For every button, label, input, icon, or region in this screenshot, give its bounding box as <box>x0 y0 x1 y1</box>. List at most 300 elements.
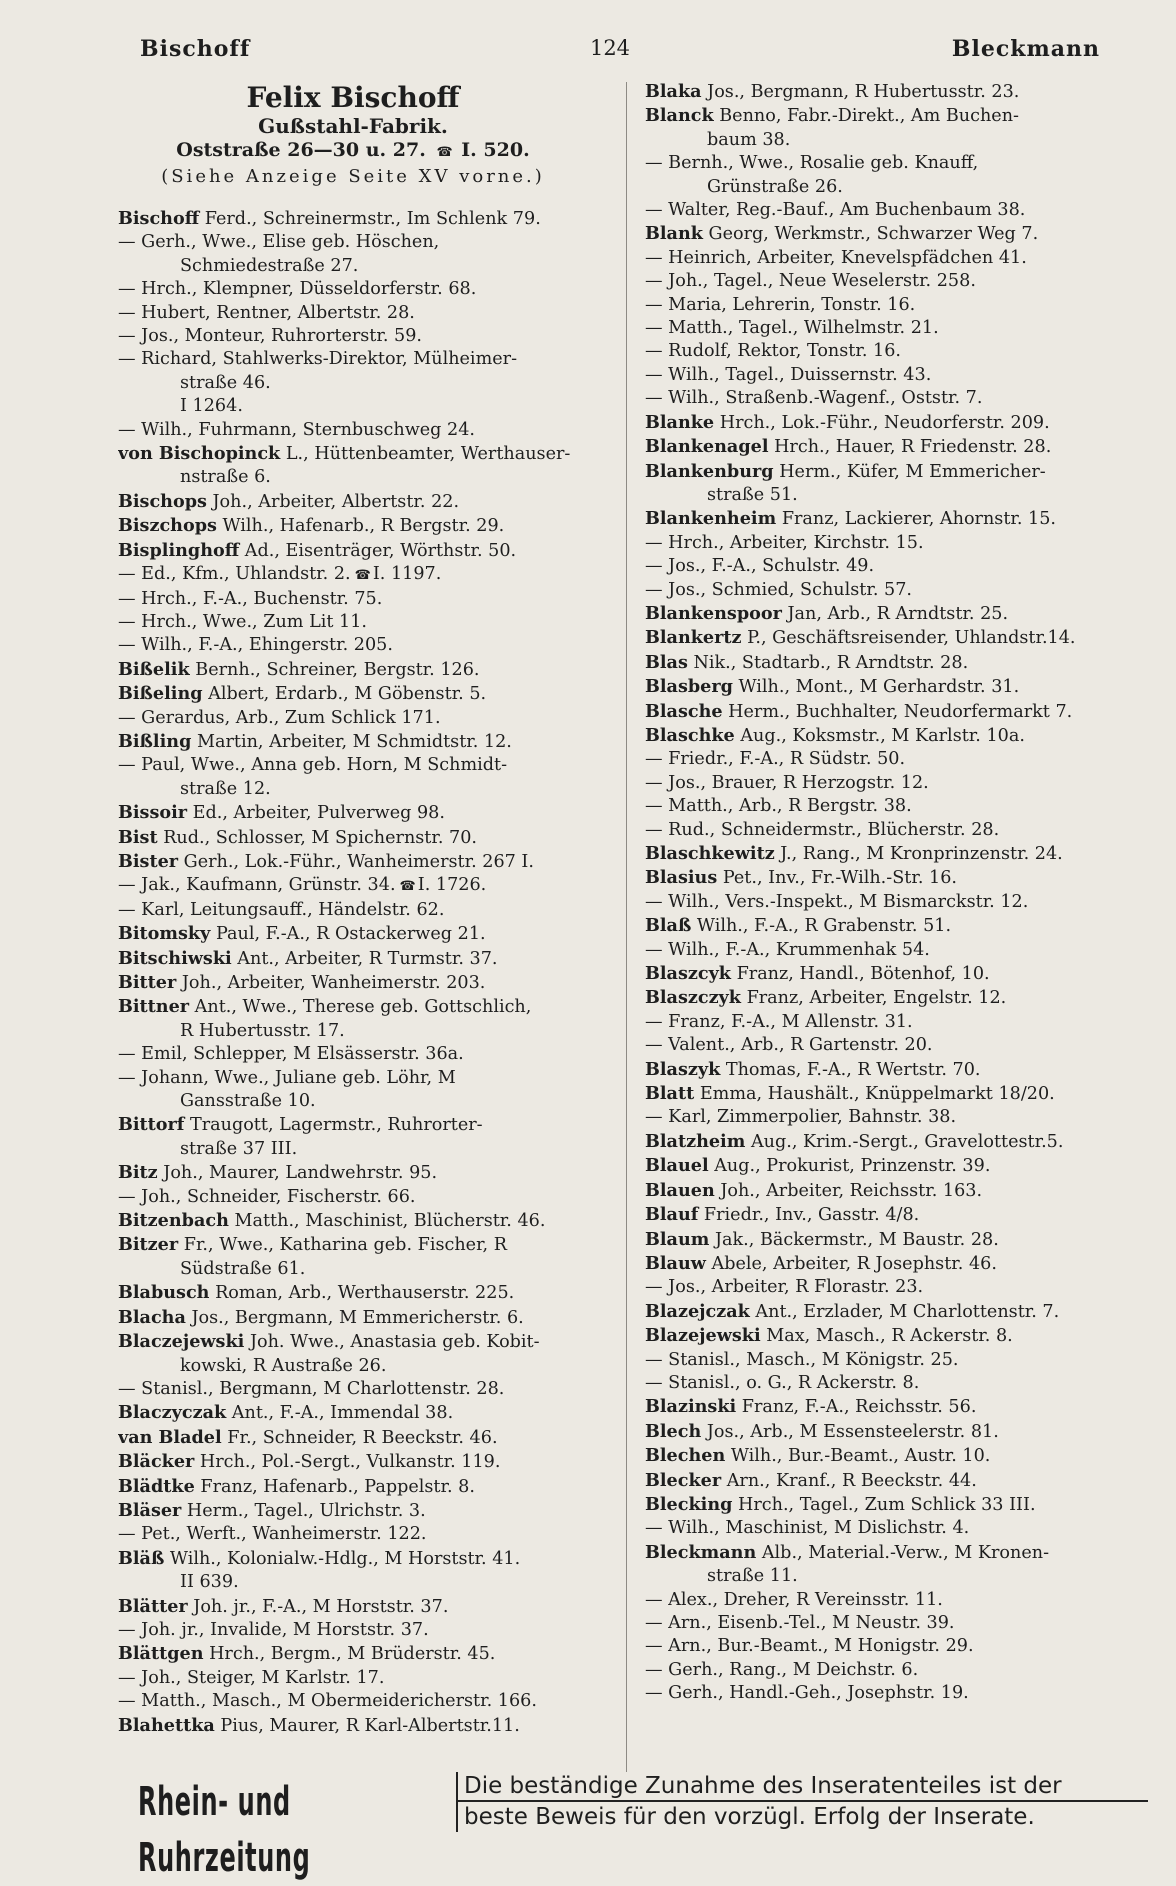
directory-entry <box>118 325 623 348</box>
directory-entry <box>645 555 1155 578</box>
directory-entry <box>118 947 623 971</box>
directory-entry <box>645 460 1155 484</box>
entry-continuation: Grünstraße 26. <box>707 176 843 197</box>
entry-details: J., Rang., M Kronprinzenstr. 24. <box>780 844 1063 864</box>
entry-name: — Hrch., <box>118 279 198 300</box>
running-head-right: Bleckmann <box>951 36 1100 62</box>
newspaper-name: Rhein- und Ruhrzeitung <box>138 1779 311 1881</box>
running-head-left: Bischoff <box>140 36 251 62</box>
entry-details: Masch., M Obermeidericherstr. 166. <box>211 1691 537 1712</box>
directory-entry <box>118 1043 623 1066</box>
entry-continuation: kowski, R Austraße 26. <box>180 1355 387 1376</box>
entry-name: — Joh., <box>645 271 709 292</box>
directory-entry <box>645 1659 1155 1682</box>
entry-details: Masch., M Königstr. 25. <box>746 1349 959 1370</box>
entry-name: — Jos., <box>645 772 707 793</box>
directory-entry <box>118 1233 623 1257</box>
ad-text-line-2: beste Beweis für den vorzügl. Erfolg der Inserate. <box>464 1804 1035 1830</box>
left-entry-list <box>118 207 623 1738</box>
directory-entry <box>645 1493 1155 1517</box>
directory-entry <box>118 971 623 995</box>
entry-details: Wwe., Rosalie geb. Knauff, <box>739 153 979 174</box>
entry-details: Wilh., Mont., M Gerhardstr. 31. <box>738 677 1020 698</box>
entry-details: Steiger, M Karlstr. 17. <box>186 1667 385 1688</box>
entry-details: Fr., Schneider, R Beeckstr. 46. <box>227 1427 498 1448</box>
directory-entry <box>645 1034 1155 1057</box>
entry-details: Maschinist, M Dislichstr. 4. <box>725 1518 970 1539</box>
directory-entry <box>118 682 623 706</box>
entry-name: Bist <box>118 826 158 848</box>
entry-name: Bitz <box>118 1162 158 1184</box>
entry-details: Lehrerin, Tonstr. 16. <box>732 294 916 315</box>
entry-name: Bleckmann <box>645 1541 757 1563</box>
directory-entry <box>645 1444 1155 1468</box>
entry-details: Arb., R Bergstr. 38. <box>738 796 912 817</box>
entry-name: — Bernh., <box>645 153 734 174</box>
entry-details: Stahlwerks-Direktor, Mülheimer- <box>222 349 518 370</box>
entry-details: Matth., Maschinist, Blücherstr. 46. <box>234 1211 546 1232</box>
entry-details: Wwe., Juliane geb. Löhr, M <box>214 1067 456 1088</box>
entry-name: Blankenspoor <box>645 602 782 624</box>
directory-entry <box>118 730 623 754</box>
entry-details: Leitungsauff., Händelstr. 62. <box>190 899 445 920</box>
directory-entry <box>118 1161 623 1185</box>
entry-continuation: Gansstraße 10. <box>180 1091 316 1112</box>
directory-entry <box>645 1420 1155 1444</box>
entry-details: Herm., Küfer, M Emmericher- <box>779 461 1046 482</box>
right-entry-list <box>645 80 1155 1706</box>
directory-entry <box>118 754 623 777</box>
entry-name: — Richard, <box>118 349 217 370</box>
entry-name: Bißelik <box>118 658 190 680</box>
entry-name: Blätter <box>118 1595 188 1617</box>
entry-name: Blacha <box>118 1306 186 1328</box>
entry-name: Blasius <box>645 867 718 889</box>
directory-entry <box>118 1281 623 1305</box>
directory-entry <box>645 1589 1155 1612</box>
directory-entry <box>645 579 1155 602</box>
firm-advertisement <box>118 82 588 189</box>
directory-entry <box>118 1306 623 1330</box>
directory-entry <box>645 748 1155 771</box>
left-column <box>118 80 623 1738</box>
entry-details: F.-A., Buchenstr. 75. <box>202 588 383 609</box>
directory-entry <box>645 247 1155 270</box>
entry-details: Traugott, Lagermstr., Ruhrorter- <box>189 1115 483 1136</box>
entry-phone: I. 1197. <box>372 564 442 585</box>
entry-details: Ant., F.-A., Immendal 38. <box>231 1403 454 1424</box>
entry-name: — Wilh., <box>645 939 720 960</box>
entry-name: Blech <box>645 1420 702 1442</box>
entry-details: o. G., R Ackerstr. 8. <box>746 1372 920 1393</box>
entry-details: Arbeiter, Knevelspfädchen 41. <box>757 247 1027 268</box>
entry-name: Blasberg <box>645 676 733 698</box>
directory-entry <box>645 199 1155 222</box>
entry-name: Blaszcyk <box>645 963 731 985</box>
entry-name: van Bladel <box>118 1426 222 1448</box>
entry-name: — Franz, <box>645 1011 726 1032</box>
entry-details: L., Hüttenbeamter, Werthauser- <box>285 444 571 465</box>
directory-entry <box>118 634 623 657</box>
entry-continuation: II 639. <box>180 1572 239 1593</box>
entry-details: Ant., Erzlader, M Charlottenstr. 7. <box>755 1301 1060 1322</box>
entry-name: — Joh., <box>118 1667 182 1688</box>
entry-name: — Wilh., <box>645 364 720 385</box>
entry-name: — Hrch., <box>118 611 198 632</box>
entry-name: Biszchops <box>118 515 217 537</box>
directory-entry <box>645 435 1155 459</box>
entry-details: Monteur, Ruhrorterstr. 59. <box>184 326 423 347</box>
directory-entry <box>645 1635 1155 1658</box>
entry-name: — Gerardus, <box>118 707 231 728</box>
entry-continuation: straße 37 III. <box>180 1138 298 1159</box>
entry-name: Blädtke <box>118 1475 195 1497</box>
directory-entry <box>118 1595 623 1619</box>
directory-entry <box>645 104 1155 128</box>
directory-entry <box>645 1203 1155 1227</box>
entry-details: Wilh., Bur.-Beamt., Austr. 10. <box>730 1446 991 1467</box>
entry-name: — Jos., <box>118 326 180 347</box>
entry-name: — Karl, <box>645 1107 712 1128</box>
firm-address <box>118 138 588 165</box>
right-column <box>645 80 1155 1706</box>
entry-name: Blaschke <box>645 724 735 746</box>
entry-name: — Joh., <box>118 1186 182 1207</box>
entry-details: Arb., Zum Schlick 171. <box>235 707 441 728</box>
directory-entry <box>118 490 623 514</box>
entry-details: Hrch., Lok.-Führ., Neudorferstr. 209. <box>719 412 1050 433</box>
entry-continuation: straße 11. <box>707 1566 798 1587</box>
directory-entry <box>118 1642 623 1666</box>
directory-entry <box>118 995 623 1019</box>
entry-continuation: I 1264. <box>180 396 243 417</box>
directory-entry <box>118 826 623 850</box>
entry-details: Gerh., Lok.-Führ., Wanheimerstr. 267 I. <box>183 851 534 872</box>
entry-details: Eisenb.-Tel., M Neustr. 39. <box>717 1613 955 1633</box>
entry-continuation: straße 12. <box>180 778 271 799</box>
entry-details: Franz, Handl., Bötenhof, 10. <box>736 964 990 985</box>
ad-divider-vertical <box>456 1772 458 1832</box>
entry-name: — Stanisl., <box>645 1372 741 1393</box>
entry-details: Straßenb.-Wagenf., Oststr. 7. <box>725 388 983 409</box>
entry-details: Hrch., Tagel., Zum Schlick 33 III. <box>738 1494 1036 1515</box>
entry-details: Wilh., F.-A., R Grabenstr. 51. <box>696 916 952 937</box>
page-number: 124 <box>589 36 631 60</box>
entry-name: — Jak., <box>118 875 181 896</box>
entry-name: Bister <box>118 850 179 872</box>
entry-details: Reg.-Bauf., Am Buchenbaum 38. <box>736 200 1026 221</box>
page-header <box>110 30 1110 70</box>
entry-name: Bläser <box>118 1499 182 1521</box>
directory-entry <box>645 1395 1155 1419</box>
directory-entry <box>118 1450 623 1474</box>
entry-details: Dreher, R Vereinsstr. 11. <box>723 1589 943 1610</box>
directory-entry <box>645 1082 1155 1106</box>
entry-name: — Gerh., <box>645 1683 724 1704</box>
entry-details: Roman, Arb., Werthauserstr. 225. <box>215 1283 515 1304</box>
entry-details: Jak., Bäckermstr., M Baustr. 28. <box>714 1229 999 1250</box>
entry-details: Abele, Arbeiter, R Josephstr. 46. <box>711 1253 997 1274</box>
directory-entry <box>645 866 1155 890</box>
directory-entry <box>645 962 1155 986</box>
entry-name: Blättgen <box>118 1643 204 1665</box>
firm-subtitle: Gußstahl-Fabrik. <box>258 114 448 138</box>
entry-name: Blankertz <box>645 627 742 649</box>
entry-details: Jan, Arb., R Arndtstr. 25. <box>787 603 1009 624</box>
entry-details: F.-A., Schulstr. 49. <box>711 556 875 577</box>
firm-street: Oststraße 26—30 u. 27. <box>176 139 426 161</box>
directory-entry <box>645 1300 1155 1324</box>
entry-name: Bittner <box>118 996 190 1018</box>
entry-details: Hrch., Pol.-Sergt., Vulkanstr. 119. <box>199 1452 501 1473</box>
entry-name: — Wilh., <box>645 891 720 912</box>
entry-name: — Pet., <box>118 1524 181 1545</box>
directory-entry <box>118 278 623 301</box>
entry-details: F.-A., Krummenhak 54. <box>725 939 930 960</box>
entry-continuation: R Hubertusstr. 17. <box>180 1020 345 1041</box>
entry-name: — Wilh., <box>645 388 720 409</box>
entry-name: Bläcker <box>118 1451 195 1473</box>
directory-entry <box>645 795 1155 818</box>
entry-name: Blaczejewski <box>118 1331 245 1353</box>
entry-details: F.-A., M Allenstr. 31. <box>731 1011 913 1032</box>
entry-details: Nik., Stadtarb., R Arndtstr. 28. <box>693 652 969 673</box>
entry-name: Bisplinghoff <box>118 539 240 561</box>
directory-entry <box>118 707 623 730</box>
entry-name: — Arn., <box>645 1636 712 1657</box>
entry-details: Martin, Arbeiter, M Schmidtstr. 12. <box>196 731 512 752</box>
directory-entry <box>645 651 1155 675</box>
entry-details: Joh. jr., F.-A., M Horststr. 37. <box>193 1596 449 1617</box>
entry-details: Bur.-Beamt., M Honigstr. 29. <box>717 1636 974 1657</box>
entry-details: Rektor, Tonstr. 16. <box>737 341 902 362</box>
entry-name: — Hrch., <box>645 532 725 553</box>
directory-entry <box>645 364 1155 387</box>
entry-details: Georg, Werkmstr., Schwarzer Weg 7. <box>708 224 1039 245</box>
entry-details: Rang., M Deichstr. 6. <box>729 1659 919 1680</box>
entry-name: Blankenheim <box>645 508 777 530</box>
directory-entry <box>645 1372 1155 1395</box>
entry-details: Ed., Arbeiter, Pulverweg 98. <box>192 803 445 824</box>
entry-continuation: straße 46. <box>180 372 271 393</box>
entry-details: Franz, Arbeiter, Engelstr. 12. <box>746 988 1007 1009</box>
entry-name: Blazinski <box>645 1396 737 1418</box>
directory-entry <box>118 1330 623 1354</box>
entry-name: Blaum <box>645 1228 710 1250</box>
directory-entry <box>118 922 623 946</box>
entry-details: Ferd., Schreinermstr., Im Schlenk 79. <box>204 209 541 229</box>
entry-name: — Maria, <box>645 294 727 315</box>
entry-details: Hrch., Bergm., M Brüderstr. 45. <box>209 1644 496 1665</box>
ad-divider-horizontal <box>458 1800 1148 1802</box>
directory-entry <box>645 1228 1155 1252</box>
directory-entry <box>645 1541 1155 1565</box>
entry-details: Thomas, F.-A., R Wertstr. 70. <box>725 1059 981 1080</box>
entry-details: Klempner, Düsseldorferstr. 68. <box>202 279 477 300</box>
directory-entry <box>118 1619 623 1642</box>
entry-name: Blaka <box>645 81 702 102</box>
directory-entry <box>118 231 623 254</box>
entry-details: Rud., Schlosser, M Spichernstr. 70. <box>163 827 478 848</box>
entry-details: Arn., Kranf., R Beeckstr. 44. <box>726 1470 977 1491</box>
entry-details: Zimmerpolier, Bahnstr. 38. <box>717 1107 957 1128</box>
entry-details: Schneider, Fischerstr. 66. <box>186 1186 416 1207</box>
entry-name: Blas <box>645 651 688 673</box>
entry-details: Rentner, Albertstr. 28. <box>216 302 415 323</box>
directory-entry <box>645 1011 1155 1034</box>
entry-name: Blauen <box>645 1179 715 1201</box>
entry-details: Wwe., Anna geb. Horn, M Schmidt- <box>190 755 508 776</box>
entry-name: — Matth., <box>645 796 734 817</box>
entry-name: — Jos., <box>645 556 707 577</box>
entry-name: — Gerh., <box>645 1659 724 1680</box>
entry-name: — Valent., <box>645 1035 736 1056</box>
entry-name: — Wilh., <box>645 1518 720 1539</box>
entry-details: Pius, Maurer, R Karl-Albertstr.11. <box>220 1715 520 1736</box>
entry-details: Franz, F.-A., Reichsstr. 56. <box>741 1397 977 1418</box>
entry-details: Aug., Krim.-Sergt., Gravelottestr.5. <box>750 1131 1064 1152</box>
entry-details: Bernh., Schreiner, Bergstr. 126. <box>195 659 480 680</box>
firm-phone: I. 520. <box>461 139 530 161</box>
directory-entry <box>645 700 1155 724</box>
entry-name: Bläß <box>118 1547 165 1569</box>
entry-name: Blankenagel <box>645 436 769 458</box>
directory-entry <box>645 1058 1155 1082</box>
entry-name: Bitzer <box>118 1234 179 1256</box>
entry-details: F.-A., Ehingerstr. 205. <box>198 635 393 656</box>
footer-advertisement <box>130 1772 1162 1881</box>
entry-details: Paul, F.-A., R Ostackerweg 21. <box>215 924 486 945</box>
entry-details: Herm., Buchhalter, Neudorfermarkt 7. <box>728 701 1073 722</box>
column-divider <box>626 82 627 1772</box>
entry-name: — Matth., <box>645 318 734 339</box>
entry-details: Wilh., Kolonialw.-Hdlg., M Horststr. 41. <box>169 1548 521 1569</box>
directory-entry <box>645 602 1155 626</box>
directory-entry <box>645 294 1155 317</box>
entry-name: Blahettka <box>118 1714 215 1736</box>
entry-name: Blasche <box>645 700 723 722</box>
directory-entry <box>645 842 1155 866</box>
entry-phone: I. 1726. <box>417 875 487 896</box>
entry-name: Blanke <box>645 411 715 433</box>
entry-details: Aug., Prokurist, Prinzenstr. 39. <box>714 1156 991 1177</box>
entry-name: — Arn., <box>645 1613 712 1633</box>
directory-entry <box>645 532 1155 555</box>
entry-details: Friedr., Inv., Gasstr. 4/8. <box>703 1205 920 1226</box>
entry-details: Max, Masch., R Ackerstr. 8. <box>766 1326 1013 1347</box>
entry-details: Ant., Wwe., Therese geb. Gottschlich, <box>194 997 532 1018</box>
entry-name: — Rud., <box>645 819 716 840</box>
directory-entry <box>645 1154 1155 1178</box>
entry-details: Joh., Arbeiter, Albertstr. 22. <box>212 491 460 512</box>
entry-name: Bitzenbach <box>118 1210 229 1232</box>
directory-entry <box>645 1469 1155 1493</box>
entry-name: — Emil, <box>118 1044 188 1065</box>
entry-name: — Matth., <box>118 1691 207 1712</box>
entry-details: Jos., Bergmann, M Emmericherstr. 6. <box>191 1307 524 1328</box>
entry-details: Joh., Arbeiter, Wanheimerstr. 203. <box>181 973 486 993</box>
entry-continuation: baum 38. <box>707 129 791 150</box>
directory-entry <box>645 1106 1155 1129</box>
directory-entry <box>118 1547 623 1571</box>
entry-name: Blauel <box>645 1155 709 1177</box>
entry-name: Bittorf <box>118 1114 185 1136</box>
directory-entry <box>118 207 623 231</box>
entry-name: — Paul, <box>118 755 186 776</box>
directory-entry <box>118 1714 623 1738</box>
entry-name: Blankenburg <box>645 460 774 482</box>
directory-entry <box>118 539 623 563</box>
directory-entry <box>645 1130 1155 1154</box>
directory-entry <box>118 1667 623 1690</box>
entry-name: — Stanisl., <box>645 1349 741 1370</box>
entry-details: Joh., Arbeiter, Reichsstr. 163. <box>720 1180 983 1201</box>
directory-entry <box>645 1612 1155 1635</box>
entry-details: Wwe., Zum Lit 11. <box>202 611 368 632</box>
directory-entry <box>118 1475 623 1499</box>
entry-details: Ad., Eisenträger, Wörthstr. 50. <box>244 540 517 561</box>
directory-entry <box>645 1682 1155 1705</box>
entry-name: — Gerh., <box>118 232 197 253</box>
entry-details: Handl.-Geh., Josephstr. 19. <box>729 1683 969 1704</box>
entry-name: Bischops <box>118 490 207 512</box>
directory-entry <box>645 80 1155 104</box>
entry-details: Kaufmann, Grünstr. 34. <box>186 875 396 896</box>
directory-entry <box>645 1349 1155 1372</box>
entry-continuation: nstraße 6. <box>180 467 271 488</box>
entry-name: Blanck <box>645 105 714 127</box>
directory-entry <box>118 1186 623 1209</box>
firm-note: (Siehe Anzeige Seite XV vorne.) <box>161 166 545 187</box>
directory-entry <box>645 1517 1155 1540</box>
entry-details: Herm., Tagel., Ulrichstr. 3. <box>186 1500 426 1521</box>
entry-name: Blauf <box>645 1204 699 1226</box>
entry-name: Bitomsky <box>118 923 211 945</box>
entry-name: Blazejczak <box>645 1300 750 1322</box>
directory-entry <box>645 507 1155 531</box>
entry-details: Fr., Wwe., Katharina geb. Fischer, R <box>183 1235 507 1256</box>
entry-name: — Ed., <box>118 564 177 585</box>
entry-name: Blatzheim <box>645 1130 746 1152</box>
entry-details: Tagel., Duissernstr. 43. <box>725 364 932 385</box>
directory-entry <box>118 1113 623 1137</box>
entry-name: Blaczyczak <box>118 1402 227 1424</box>
directory-entry <box>645 724 1155 748</box>
entry-name: Blabusch <box>118 1282 210 1304</box>
entry-details: Arbeiter, R Florastr. 23. <box>711 1277 924 1298</box>
entry-details: Jos., Bergmann, R Hubertusstr. 23. <box>707 82 1020 102</box>
entry-details: Tagel., Wilhelmstr. 21. <box>738 318 939 339</box>
directory-entry <box>645 939 1155 962</box>
entry-details: Wilh., Hafenarb., R Bergstr. 29. <box>222 516 505 537</box>
telephone-icon: ☎ <box>354 568 369 584</box>
entry-details: Fuhrmann, Sternbuschweg 24. <box>198 419 476 440</box>
entry-details: Franz, Lackierer, Ahornstr. 15. <box>781 509 1057 530</box>
directory-entry <box>645 1252 1155 1276</box>
directory-entry <box>118 658 623 682</box>
directory-entry <box>645 152 1155 175</box>
directory-entry <box>645 819 1155 842</box>
entry-name: — Friedr., <box>645 749 734 770</box>
entry-details: jr., Invalide, M Horststr. 37. <box>181 1619 429 1640</box>
entry-details: F.-A., R Südstr. 50. <box>739 749 906 770</box>
entry-name: — Jos., <box>645 579 707 600</box>
entry-name: Blatt <box>645 1083 695 1105</box>
entry-details: Ant., Arbeiter, R Turmstr. 37. <box>237 948 498 969</box>
entry-name: Blaszyk <box>645 1058 721 1080</box>
entry-name: Blecking <box>645 1493 733 1515</box>
entry-name: Bischoff <box>118 208 200 229</box>
